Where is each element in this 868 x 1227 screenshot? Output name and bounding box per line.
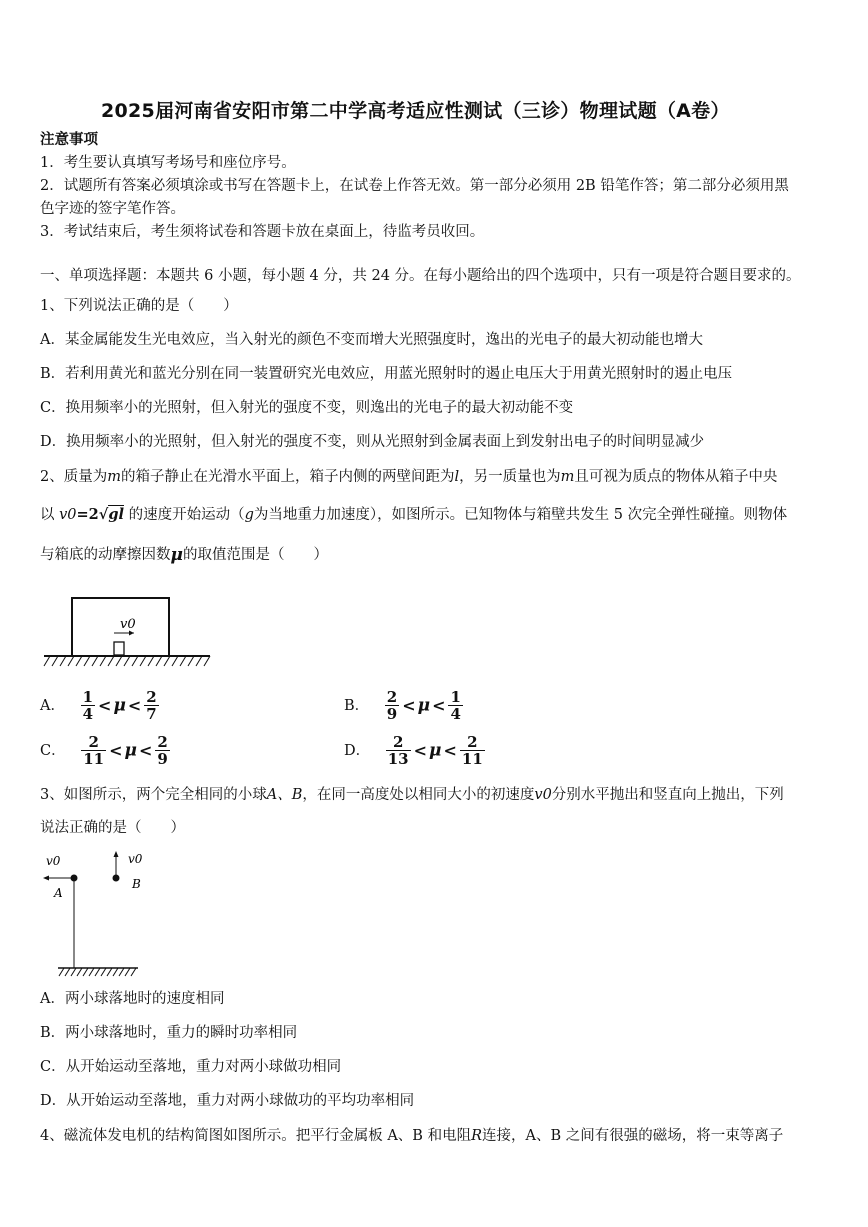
notice-item: 3．考试结束后，考生须将试卷和答题卡放在桌面上，待监考员收回。 <box>40 224 485 240</box>
ball-a-label: A <box>54 886 63 900</box>
question-2-option-c: C． $\frac{2}{11}$ < μ < $\frac{2}{9}$ <box>40 733 168 768</box>
question-1-option-c: C．换用频率小的光照射，但入射光的强度不变，则逸出的光电子的最大初动能不变 <box>40 400 574 416</box>
floor-hatching <box>44 656 210 666</box>
ball-b <box>113 875 120 882</box>
question-2-line-3: 与箱底的动摩擦因数μ的取值范围是（ ） <box>40 545 328 565</box>
velocity-arrowhead-up <box>114 851 119 857</box>
question-1-option-b: B．若利用黄光和蓝光分别在同一装置研究光电效应，用蓝光照射时的遏止电压大于用黄光照射时的遏止电压 <box>40 366 733 382</box>
two-balls-figure <box>40 846 144 980</box>
notice-item: 2．试题所有答案必须填涂或书写在答题卡上，在试卷上作答无效。第一部分必须用 2B 铅笔作答；第二部分必须用黑 <box>40 178 789 194</box>
notice-heading: 注意事项 <box>40 131 98 148</box>
velocity-label-b: v0 <box>128 852 143 866</box>
box-on-floor-figure <box>40 594 212 670</box>
question-2-option-d: D． $\frac{2}{13}$ < μ < $\frac{2}{11}$ <box>344 733 483 768</box>
question-3-option-d: D．从开始运动至落地，重力对两小球做功的平均功率相同 <box>40 1093 415 1109</box>
fraction-upper: $\frac{1}{4}$ <box>450 688 461 723</box>
section-heading: 一、单项选择题：本题共 6 小题，每小题 4 分，共 24 分。在每小题给出的四个选项中，只有一项是符合题目要求的。 <box>40 268 801 284</box>
page-title: 2025届河南省安阳市第二中学高考适应性测试（三诊）物理试题（A卷） <box>101 100 730 122</box>
fraction-lower: $\frac{2}{11}$ <box>83 733 105 768</box>
ball-b-label: B <box>132 877 141 891</box>
question-3-option-c: C．从开始运动至落地，重力对两小球做功相同 <box>40 1059 342 1075</box>
fraction-lower: $\frac{2}{9}$ <box>386 688 398 723</box>
question-1-option-d: D．换用频率小的光照射，但入射光的强度不变，则从光照射到金属表面上到发射出电子的时间明显减少 <box>40 434 705 450</box>
fraction-upper: $\frac{2}{7}$ <box>146 688 157 723</box>
sqrt-symbol: √ <box>98 506 109 523</box>
fraction-upper: $\frac{2}{9}$ <box>157 733 168 768</box>
question-2-option-a: A． $\frac{1}{4}$ < μ < $\frac{2}{7}$ <box>40 688 157 723</box>
fraction-upper: $\frac{2}{11}$ <box>461 733 483 768</box>
notice-item: 1．考生要认真填写考场号和座位序号。 <box>40 155 296 171</box>
fraction-lower: $\frac{2}{13}$ <box>387 733 409 768</box>
question-1-stem: 1、下列说法正确的是（ ） <box>40 298 238 314</box>
question-4-line-1: 4、磁流体发电机的结构简图如图所示。把平行金属板 A、B 和电阻R连接，A、B 之间有很强的磁场，将一束等离子 <box>40 1128 784 1144</box>
velocity-label-a: v0 <box>46 854 61 868</box>
question-2-line-2: 以 v0=2√gl 的速度开始运动（g为当地重力加速度），如图所示。已知物体与箱壁共发生 5 次完全弹性碰撞。则物体 <box>40 506 788 523</box>
question-3-line-2: 说法正确的是（ ） <box>40 820 185 836</box>
notice-item: 色字迹的签字笔作答。 <box>40 201 185 217</box>
question-3-option-a: A．两小球落地时的速度相同 <box>40 991 225 1007</box>
velocity-label: v0 <box>120 617 136 632</box>
ground-hatching <box>59 968 136 976</box>
small-block <box>114 642 124 655</box>
v0-symbol: v0 <box>59 507 77 523</box>
question-3-option-b: B．两小球落地时，重力的瞬时功率相同 <box>40 1025 298 1041</box>
fraction-lower: $\frac{1}{4}$ <box>82 688 94 723</box>
question-1-option-a: A．某金属能发生光电效应，当入射光的颜色不变而增大光照强度时，逸出的光电子的最大初动能也增大 <box>40 332 703 348</box>
question-2-line-1: 2、质量为m的箱子静止在光滑水平面上，箱子内侧的两壁间距为l，另一质量也为m且可视为质点的物体从箱子中央 <box>40 469 778 485</box>
velocity-arrowhead-left <box>43 876 49 881</box>
question-3-line-1: 3、如图所示，两个完全相同的小球A、B，在同一高度处以相同大小的初速度v0分别水平抛出和竖直向上抛出，下列 <box>40 787 784 803</box>
question-2-option-b: B． $\frac{2}{9}$ < μ < $\frac{1}{4}$ <box>344 688 461 723</box>
